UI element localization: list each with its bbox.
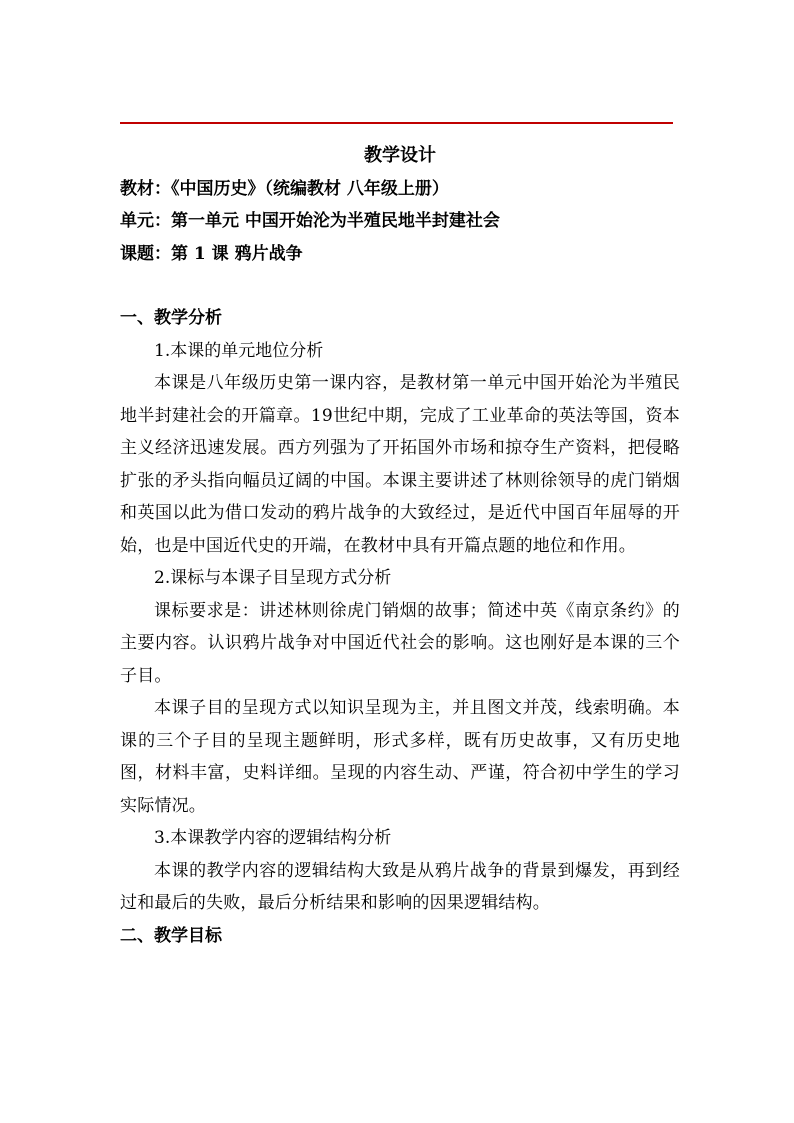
section-heading-analysis: 一、教学分析 [120, 308, 222, 328]
document-body [120, 140, 680, 952]
subheading-unit-position: 1.本课的单元地位分析 [154, 340, 324, 361]
unit-line: 单元：第一单元 中国开始沦为半殖民地半封建社会 [120, 211, 500, 231]
textbook-line: 教材：《中国历史》（统编教材 八年级上册） [120, 178, 449, 199]
paragraph-presentation: 本课子目的呈现方式以知识呈现为主，并且图文并茂，线索明确。本课的三个子目的呈现主题鲜明，形式多样，既有历史故事，又有历史地图，材料丰富，史料详细。呈现的内容生动、严谨，符合初中学生的学习实际情况。 [120, 698, 680, 816]
lesson-line: 课题：第 1 课 鸦片战争 [120, 243, 303, 264]
document-title: 教学设计 [364, 145, 436, 166]
spacer [120, 270, 680, 302]
paragraph-curriculum: 课标要求是：讲述林则徐虎门销烟的故事；简述中英《南京条约》的主要内容。认识鸦片战争对中国近代社会的影响。这也刚好是本课的三个子目。 [120, 600, 680, 686]
subheading-curriculum: 2.课标与本课子目呈现方式分析 [154, 568, 392, 588]
paragraph-unit-position: 本课是八年级历史第一课内容，是教材第一单元中国开始沦为半殖民地半封建社会的开篇章。19世纪中期，完成了工业革命的英法等国，资本主义经济迅速发展。西方列强为了开拓国外市场和掠夺生产资料，把侵略扩张的矛头指向幅员辽阔的中国。本课主要讲述了林则徐领导的虎门销烟和英国以此为借口发动的鸦片战争的大致经过，是近代中国百年屈辱的开始，也是中国近代史的开端，在教材中具有开篇点题的地位和作用。 [120, 373, 680, 556]
header-rule [120, 122, 673, 124]
paragraph-logic: 本课的教学内容的逻辑结构大致是从鸦片战争的背景到爆发，再到经过和最后的失败，最后分析结果和影响的因果逻辑结构。 [120, 860, 680, 913]
subheading-logic: 3.本课教学内容的逻辑结构分析 [154, 828, 392, 848]
section-heading-objectives: 二、教学目标 [120, 925, 222, 946]
